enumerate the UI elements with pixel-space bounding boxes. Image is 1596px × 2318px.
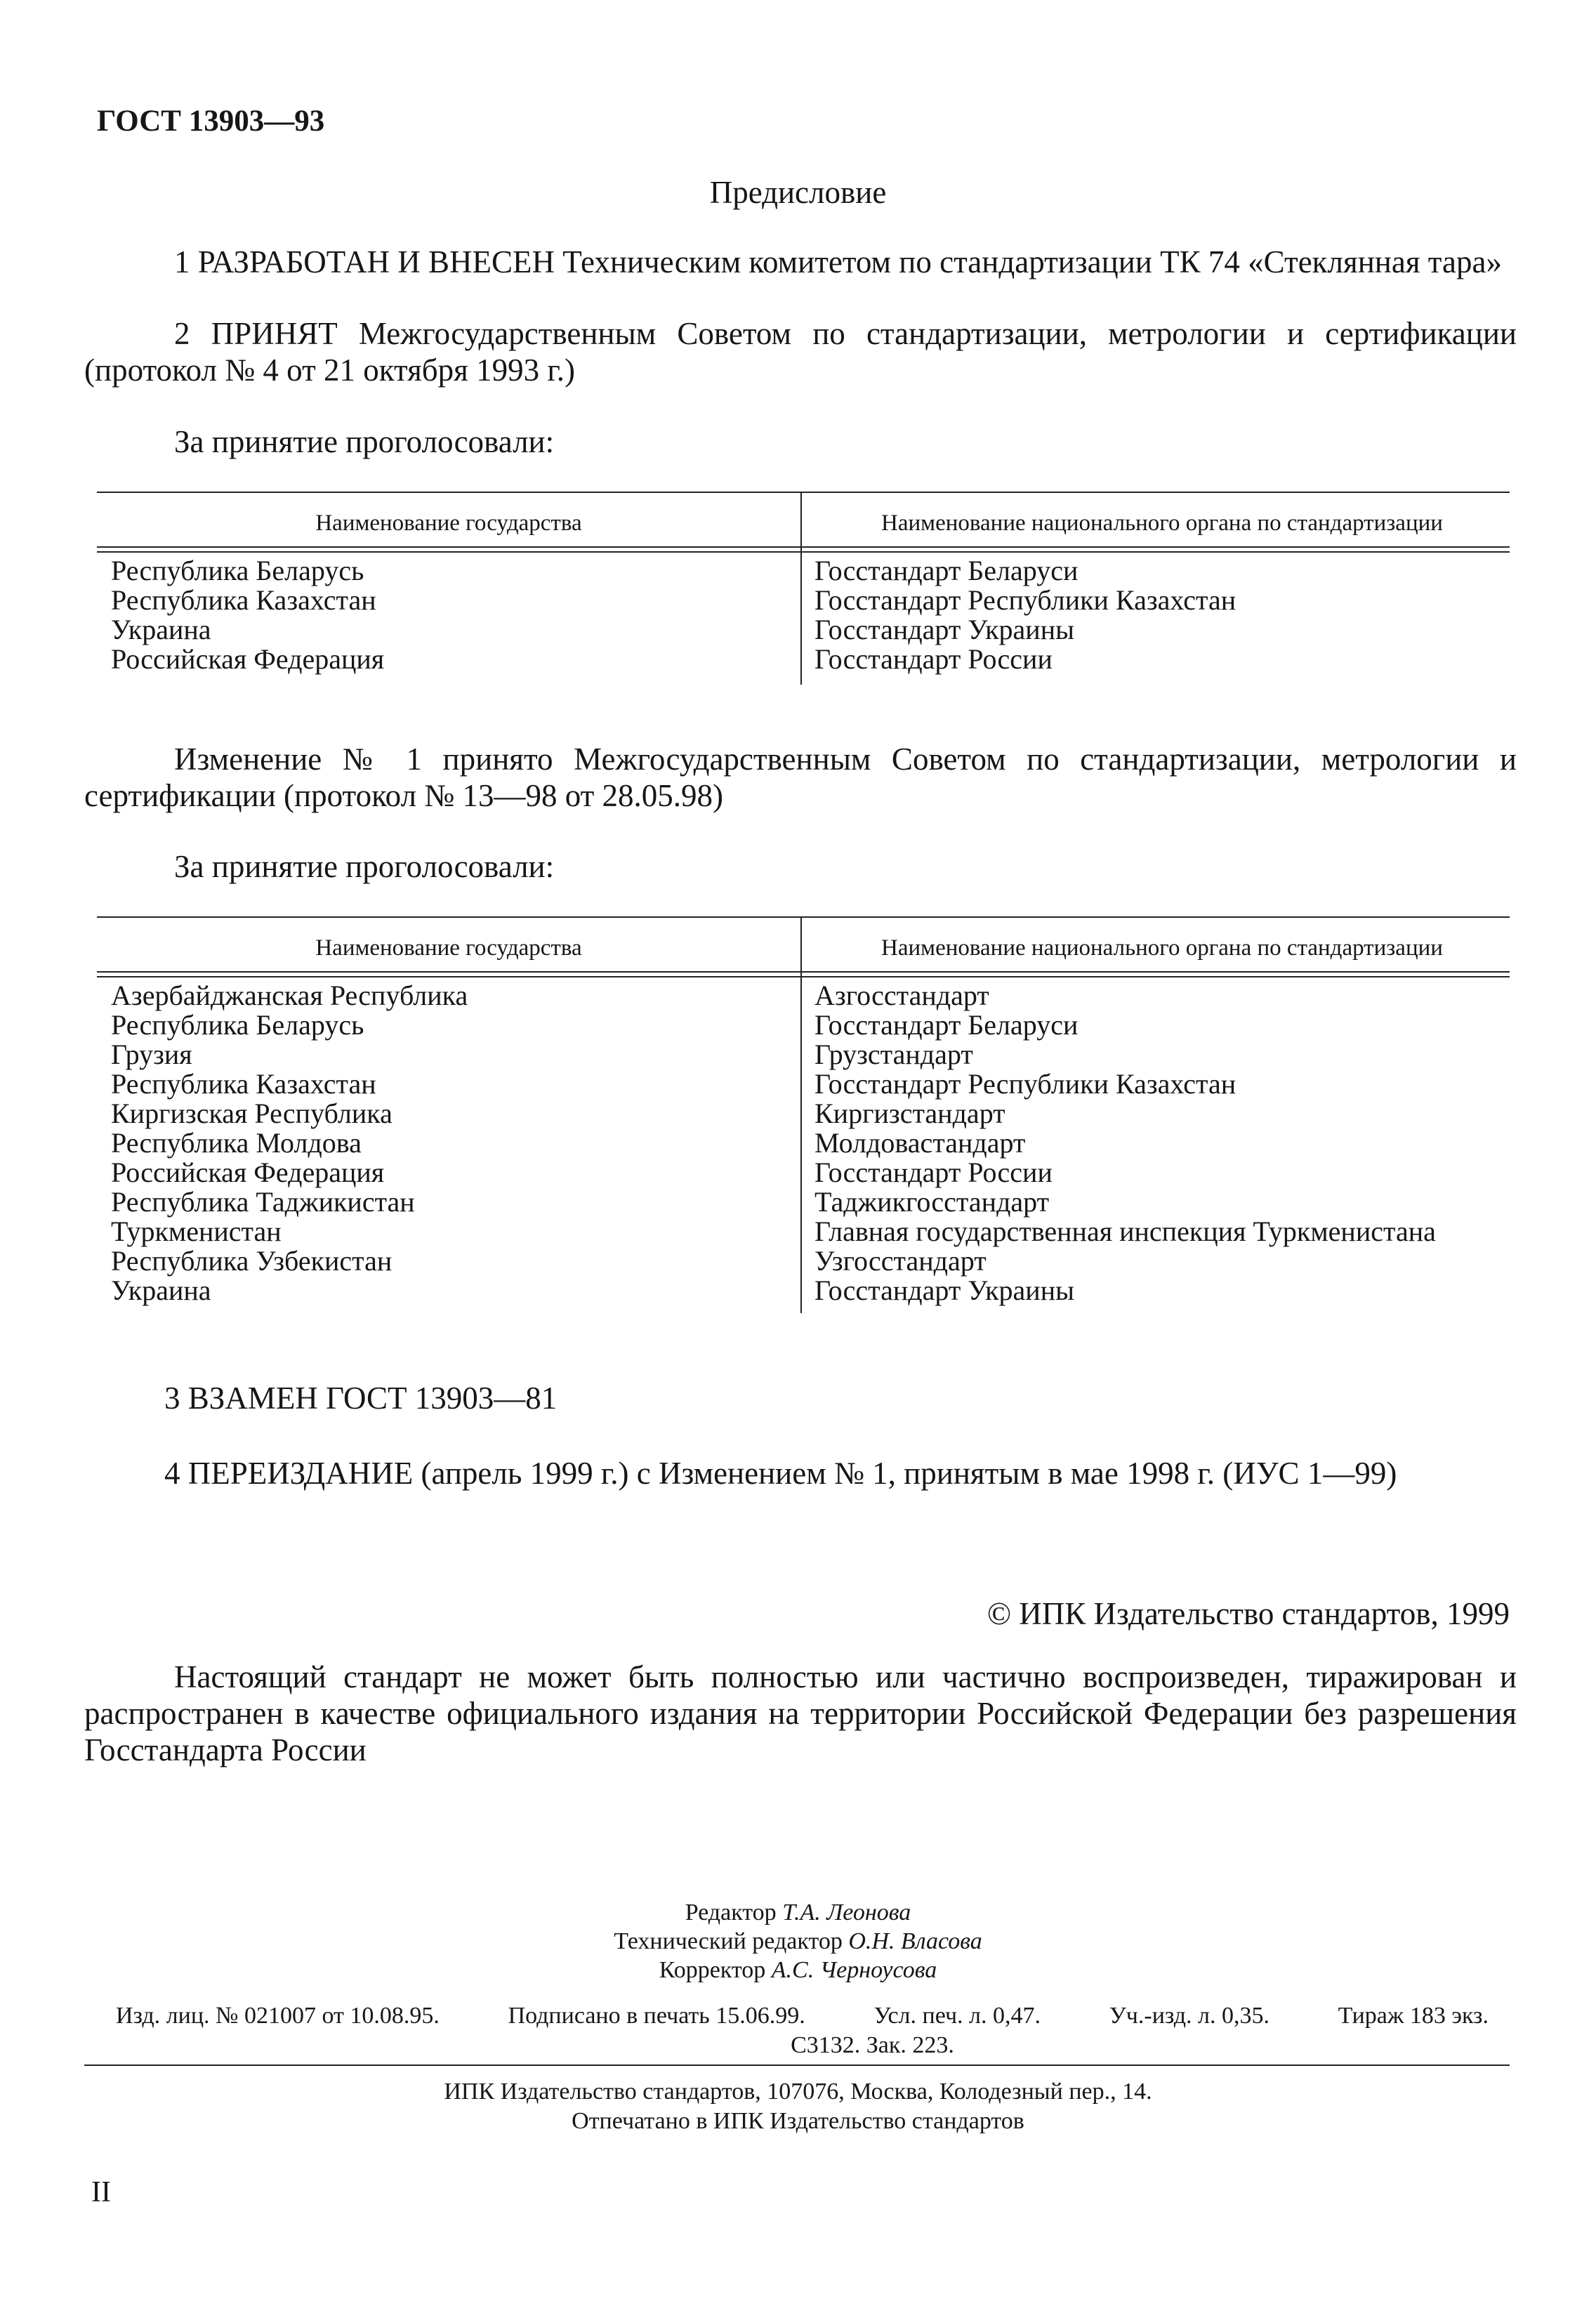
print-sheets: Усл. печ. л. 0,47.	[873, 2003, 1041, 2029]
table2-state: Украина	[111, 1275, 211, 1306]
preface-title: Предисловие	[709, 175, 887, 210]
document-header: ГОСТ 13903—93	[97, 105, 325, 138]
table2-state: Республика Молдова	[111, 1127, 362, 1159]
reproduction-notice: Настоящий стандарт не может быть полностью или частично воспроизведен, тиражирован и распространен в качестве официального издания на территории Российской Федерации без разрешения Госстандарта России	[84, 1659, 1517, 1767]
pub-sheets: Уч.-изд. л. 0,35.	[1109, 2003, 1269, 2029]
table2-body: Грузстандарт	[815, 1039, 973, 1070]
proofreader-line: Корректор А.С. Черноусова	[659, 1957, 937, 1983]
table2-state: Грузия	[111, 1039, 192, 1070]
license: Изд. лиц. № 021007 от 10.08.95.	[116, 2003, 440, 2029]
circulation: Тираж 183 экз.	[1338, 2003, 1489, 2029]
order-number: С3132. Зак. 223.	[791, 2032, 954, 2058]
imprint-block	[116, 2001, 1489, 2060]
table1-body: Госстандарт Украины	[815, 614, 1074, 645]
table1-state: Республика Казахстан	[111, 584, 376, 616]
table2-body: Узгосстандарт	[815, 1245, 987, 1277]
vote-label-1: За принятие проголосовали:	[174, 424, 555, 459]
table2-state: Республика Узбекистан	[111, 1245, 393, 1277]
table2-body: Молдовастандарт	[815, 1127, 1026, 1159]
table1-state: Российская Федерация	[111, 643, 385, 675]
preface-item-4: 4 ПЕРЕИЗДАНИЕ (апрель 1999 г.) с Изменением № 1, принятым в мае 1998 г. (ИУС 1—99)	[164, 1456, 1397, 1491]
table2-body: Госстандарт России	[815, 1157, 1053, 1188]
table1-body: Госстандарт Беларуси	[815, 555, 1079, 586]
table1-col2-header: Наименование национального органа по стандартизации	[881, 511, 1443, 536]
preface-item-3: 3 ВЗАМЕН ГОСТ 13903—81	[164, 1381, 558, 1416]
table2-state: Азербайджанская Республика	[111, 980, 468, 1011]
credits-block	[0, 1898, 1596, 1984]
imprint-divider	[84, 2065, 1510, 2066]
table2-body: Таджикгосстандарт	[815, 1186, 1050, 1218]
tech-editor-line: Технический редактор О.Н. Власова	[614, 1928, 982, 1954]
table2-state: Российская Федерация	[111, 1157, 385, 1188]
table2-body: Госстандарт Республики Казахстан	[815, 1068, 1236, 1100]
table2-body: Госстандарт Беларуси	[815, 1009, 1079, 1041]
voting-table-2	[97, 916, 1510, 1313]
table2-body: Госстандарт Украины	[815, 1275, 1074, 1306]
voting-table-1	[97, 492, 1510, 685]
table2-state: Республика Казахстан	[111, 1068, 376, 1100]
table1-body: Госстандарт Республики Казахстан	[815, 584, 1236, 616]
table1-col1-header: Наименование государства	[315, 511, 582, 536]
signed-date: Подписано в печать 15.06.99.	[508, 2003, 805, 2029]
table1-state: Республика Беларусь	[111, 555, 364, 586]
table2-state: Киргизская Республика	[111, 1098, 393, 1129]
table2-state: Туркменистан	[111, 1216, 282, 1247]
change-note: Изменение № 1 принято Межгосударственным Советом по стандартизации, метрологии и сертификации (протокол № 13—98 от 28.05.98)	[84, 742, 1517, 813]
table2-state: Республика Беларусь	[111, 1009, 364, 1041]
table2-body: Киргизстандарт	[815, 1098, 1005, 1129]
table2-state: Республика Таджикистан	[111, 1186, 415, 1218]
table1-body: Госстандарт России	[815, 643, 1053, 675]
table2-col2-header: Наименование национального органа по стандартизации	[881, 935, 1443, 961]
table1-state: Украина	[111, 614, 211, 645]
copyright: © ИПК Издательство стандартов, 1999	[987, 1596, 1510, 1631]
printed-by: Отпечатано в ИПК Издательство стандартов	[572, 2108, 1024, 2134]
page-number: II	[91, 2176, 111, 2208]
preface-item-2: 2 ПРИНЯТ Межгосударственным Советом по стандартизации, метрологии и сертификации (протокол № 4 от 21 октября 1993 г.)	[84, 316, 1517, 388]
publisher-address: ИПК Издательство стандартов, 107076, Москва, Колодезный пер., 14.	[444, 2079, 1152, 2105]
table2-body: Азгосстандарт	[815, 980, 989, 1011]
vote-label-2: За принятие проголосовали:	[174, 849, 555, 884]
table2-col1-header: Наименование государства	[315, 935, 582, 961]
preface-item-1: 1 РАЗРАБОТАН И ВНЕСЕН Техническим комитетом по стандартизации ТК 74 «Стеклянная тара»	[174, 244, 1502, 279]
table2-body: Главная государственная инспекция Туркменистана	[815, 1216, 1436, 1247]
publisher-block	[0, 2077, 1596, 2136]
editor-line: Редактор Т.А. Леонова	[685, 1899, 911, 1925]
